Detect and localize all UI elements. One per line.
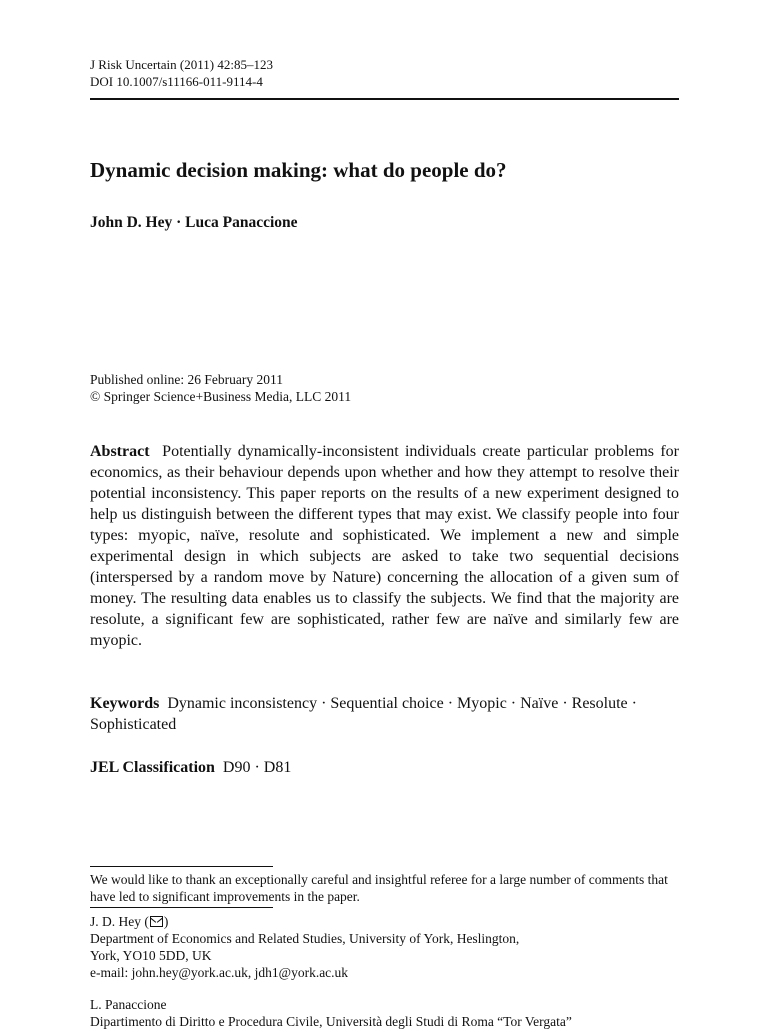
affiliation-hey-line2: York, YO10 5DD, UK — [90, 948, 212, 963]
journal-citation: J Risk Uncertain (2011) 42:85–123 — [90, 57, 273, 72]
publication-info — [90, 371, 351, 405]
acknowledgement-footnote: We would like to thank an exceptionally careful and insightful referee for a large number of comments that have led to significant improvements in the paper. — [90, 872, 668, 904]
abstract — [90, 441, 679, 651]
keywords-text: Dynamic inconsistency · Sequential choice · Myopic · Naïve · Resolute · Sophisticated — [90, 695, 637, 733]
paper-first-page — [90, 0, 680, 1029]
affiliation-panaccione — [90, 996, 572, 1030]
journal-doi: DOI 10.1007/s11166-011-9114-4 — [90, 74, 263, 89]
affiliation-hey-name: J. D. Hey ( ) — [90, 914, 169, 929]
affiliation-panaccione-line1: Dipartimento di Diritto e Procedura Civile, Università degli Studi di Roma “Tor Vergata” — [90, 1014, 572, 1029]
author-list: John D. Hey · Luca Panaccione — [90, 214, 298, 231]
envelope-icon — [150, 916, 163, 927]
copyright-notice: © Springer Science+Business Media, LLC 2011 — [90, 389, 352, 404]
affiliation-panaccione-name: L. Panaccione — [90, 997, 167, 1012]
abstract-label: Abstract — [90, 443, 150, 460]
paper-title: Dynamic decision making: what do people do? — [90, 158, 507, 182]
keywords — [90, 693, 679, 735]
affiliation-hey — [90, 913, 519, 981]
affiliation-rule — [90, 907, 273, 908]
jel-classification — [90, 757, 291, 778]
journal-header — [90, 56, 273, 90]
footnote-rule — [90, 866, 273, 867]
jel-label: JEL Classification — [90, 759, 215, 776]
keywords-label: Keywords — [90, 695, 160, 712]
jel-codes: D90 · D81 — [222, 759, 292, 776]
header-rule — [90, 98, 679, 100]
affiliation-hey-line1: Department of Economics and Related Studies, University of York, Heslington, — [90, 931, 520, 946]
affiliation-hey-email: e-mail: john.hey@york.ac.uk, jdh1@york.ac.uk — [90, 965, 349, 980]
abstract-text: Potentially dynamically-inconsistent individuals create particular problems for economics, as their behaviour depends upon whether and how they attempt to resolve their potential inconsistency. This paper reports on the results of a new experiment designed to help us distinguish between the different types that may exist. We classify people into four types: myopic, naïve, resolute and sophisticated. We implement a new and simple experimental design in which subjects are asked to take two sequential decisions (interspersed by a random move by Nature) concerning the allocation of a given sum of money. The resulting data enables us to classify the subjects. We find that the majority are resolute, a significant few are sophisticated, rather few are naïve and similarly few are myopic. — [90, 443, 680, 649]
published-date: Published online: 26 February 2011 — [90, 372, 283, 387]
